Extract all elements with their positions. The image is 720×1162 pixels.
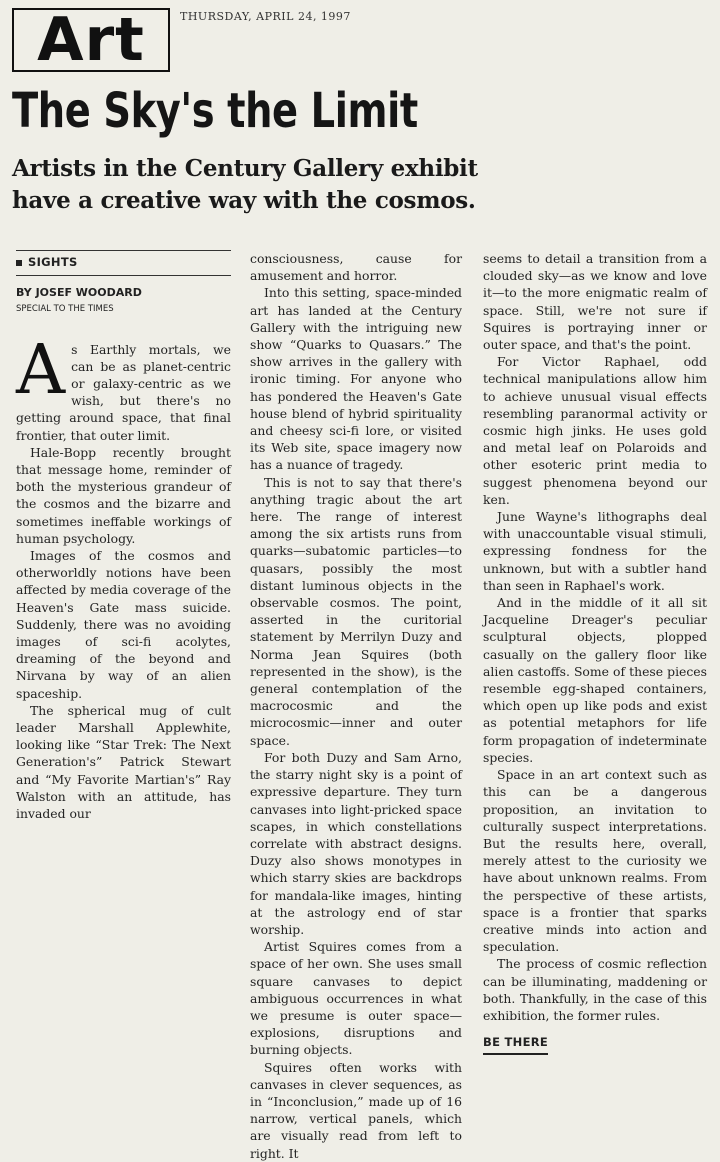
headline: The Sky's the Limit [12,83,418,139]
column-rule [16,275,231,276]
paragraph: And in the middle of it all sit Jacqueline Dreager's peculiar sculptural objects, plopped casually on the gallery floor like alien castoffs. Some of these pieces resemble egg-shaped containers, which open up like pods and exist as potential metaphors for life form propagation of indeterminate species. [483,595,707,765]
paragraph: Images of the cosmos and otherworldly notions have been affected by media coverage of the Heaven's Gate mass suicide. Suddenly, there was no avoiding images of sci-fi acolytes, dreaming of the beyond and Nirvana by way of an alien spaceship. [16,548,231,701]
deck-line-1: Artists in the Century Gallery exhibit [12,155,478,182]
paragraph: Into this setting, space-minded art has landed at the Century Gallery with the intriguing new show “Quarks to Quasars.” The show arrives in the gallery with ironic timing. For anyone who has pondered the Heaven's Gate house blend of hybrid spirituality and cheesy sci-fi lore, or visited its Web site, space imagery now has a nuance of tragedy. [250,285,462,473]
paragraph: The spherical mug of cult leader Marshall Applewhite, looking like “Star Trek: The Next Generation's” Patrick Stewart and “My Favorite Martian's” Ray Walston with an attitude, has invaded our [16,702,231,822]
paragraph: June Wayne's lithographs deal with unaccountable visual stimuli, expressing fondness for the unknown, but with a subtler hand than seen in Raphael's work. [483,509,707,593]
paragraph: The process of cosmic reflection can be illuminating, maddening or both. Thankfully, in the case of this exhibition, the former rules. [483,956,707,1023]
paragraph: consciousness, cause for amusement and horror. [250,251,462,284]
byline-author: BY JOSEF WOODARD [16,286,142,300]
deck [12,153,482,217]
square-bullet-icon [16,260,22,266]
paragraph: Space in an art context such as this can be a dangerous proposition, an invitation to culturally suspect interpretations. But the results here, overall, merely attest to the curiosity we have about unknown realms. From the perspective of these artists, space is a frontier that sparks creative minds into action and speculation. [483,767,707,955]
paragraph: For Victor Raphael, odd technical manipulations allow him to achieve unusual visual effects resembling paranormal activity or cosmic high jinks. He uses gold and metal leaf on Polaroids and other esoteric print media to suggest phenomena beyond our ken. [483,354,707,507]
deck-line-2: have a creative way with the cosmos. [12,187,476,214]
paragraph: Hale-Bopp recently brought that message home, reminder of both the mysterious grandeur of the cosmos and the bizarre and sometimes ineffable workings of human psychology. [16,444,231,546]
paragraph: Squires often works with canvases in clever sequences, as in “Inconclusion,” made up of 16 narrow, vertical panels, which are visually read from left to right. It [250,1059,462,1161]
paragraph: As Earthly mortals, we can be as planet-centric or galaxy-centric as we wish, but there's no getting around space, that final frontier, that outer limit. [16,330,231,443]
column-3 [483,250,707,1055]
byline-affiliation: SPECIAL TO THE TIMES [16,304,114,315]
dateline: THURSDAY, APRIL 24, 1997 [180,10,351,23]
paragraph: seems to detail a transition from a clouded sky—as we know and love it—to the more enigmatic realm of space. Still, we're not sure if Squires is portraying inner or outer space, and that's the point. [483,251,707,353]
drop-cap: A [16,330,66,410]
paragraph: This is not to say that there's anything tragic about the art here. The range of interest among the six artists runs from quarks—subatomic particles—to quasars, possibly the most distant luminous objects in the observable cosmos. The point, asserted in the curitorial statement by Merrilyn Duzy and Norma Jean Squires (both represented in the show), is the general contemplation of the macrocosmic and the microcosmic—inner and outer space. [250,474,462,748]
section-logo: Art [12,8,170,72]
paragraph: For both Duzy and Sam Arno, the starry night sky is a point of expressive departure. They turn canvases into light-pricked space scapes, in which constellations correlate with abstract designs. Duzy also shows monotypes in which starry skies are backdrops for mandala-like images, hinting at the astrology end of star worship. [250,749,462,937]
paragraph: Artist Squires comes from a space of her own. She uses small square canvases to depict ambiguous occurrences in what we presume is outer space—explosions, disruptions and burning objects. [250,939,462,1058]
column-label: SIGHTS [16,251,231,275]
column-2 [250,250,462,1162]
be-there-label: BE THERE [483,1034,548,1055]
column-1 [16,250,231,822]
